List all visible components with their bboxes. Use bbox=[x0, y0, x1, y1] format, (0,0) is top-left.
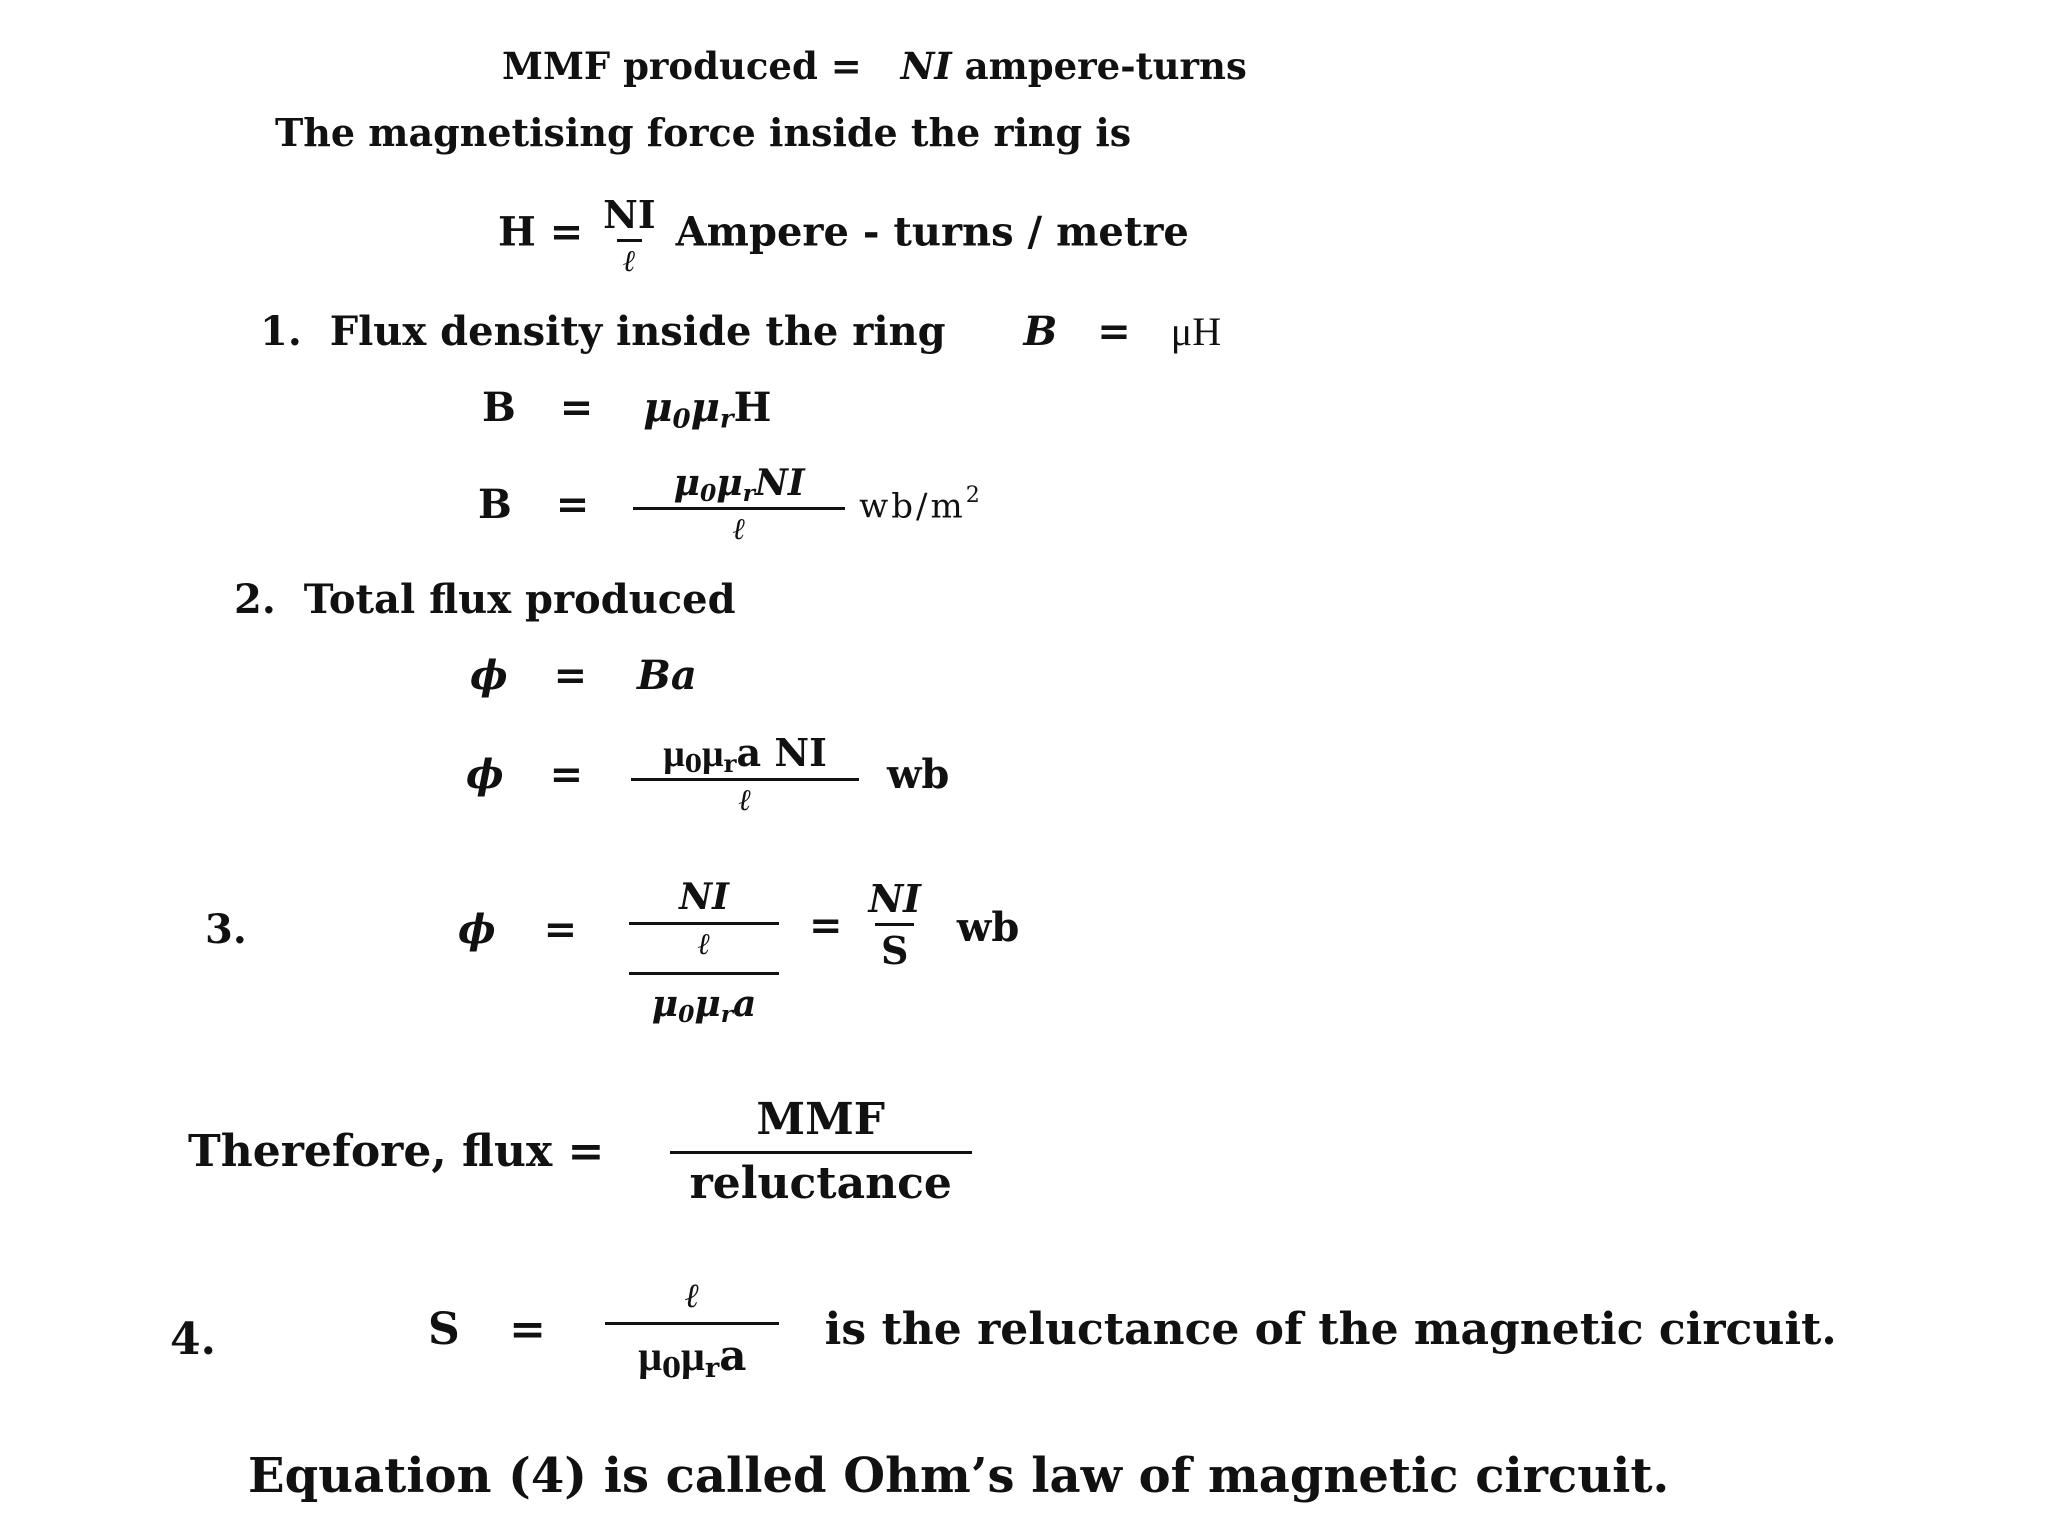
subscript: r bbox=[719, 404, 734, 435]
mu-symbol: μ bbox=[716, 462, 743, 504]
item-4-label: 4. bbox=[170, 1314, 216, 1365]
h-fraction bbox=[597, 192, 662, 279]
phi-a-eq: = bbox=[553, 652, 588, 699]
item-3-outer-denominator bbox=[629, 972, 779, 1028]
item-4-fraction bbox=[605, 1276, 779, 1384]
subscript: r bbox=[720, 999, 734, 1028]
item-1-eq: = bbox=[1097, 308, 1131, 355]
item-3-numerator-2: NI bbox=[868, 876, 921, 921]
mu-symbol: μ bbox=[673, 462, 701, 504]
item-3-lhs: ϕ bbox=[458, 906, 496, 953]
item-3-label: 3. bbox=[205, 906, 247, 953]
subscript: r bbox=[723, 749, 737, 779]
subscript: r bbox=[704, 1351, 720, 1384]
unit-text: wb/m bbox=[859, 486, 966, 527]
b-b-lhs: B bbox=[478, 480, 512, 528]
item-4-text: is the reluctance of the magnetic circuit. bbox=[824, 1304, 1837, 1356]
subscript: 0 bbox=[672, 404, 691, 435]
mmf-line bbox=[502, 44, 1247, 88]
b-b-unit bbox=[859, 482, 983, 526]
b-b-numerator bbox=[664, 462, 815, 507]
item-4-eq: = bbox=[509, 1304, 546, 1356]
outer-tail: a bbox=[733, 983, 757, 1025]
phi-a-lhs: ϕ bbox=[470, 652, 508, 699]
phi-b-lhs: ϕ bbox=[466, 750, 504, 798]
h-unit: Ampere - turns / metre bbox=[675, 208, 1189, 256]
item-3-eq: = bbox=[543, 906, 578, 953]
mu-symbol: μ bbox=[663, 733, 685, 775]
therefore-fraction bbox=[670, 1094, 972, 1209]
b-a-eq: = bbox=[559, 384, 594, 431]
phi-equation-a bbox=[470, 652, 697, 699]
b-equation-a bbox=[482, 384, 771, 435]
item-2-heading bbox=[234, 576, 736, 623]
item-1-rhs: μH bbox=[1170, 309, 1222, 354]
mu-symbol: μ bbox=[681, 1334, 705, 1380]
b-b-denominator: ℓ bbox=[633, 507, 845, 547]
h-lhs: H = bbox=[498, 208, 584, 256]
item-4-lhs: S bbox=[428, 1304, 460, 1356]
phi-b-numerator bbox=[657, 730, 833, 778]
h-denominator: ℓ bbox=[617, 239, 642, 279]
mu-symbol: μ bbox=[643, 384, 673, 431]
b-a-lhs: B bbox=[482, 384, 516, 431]
item-2-label: 2. bbox=[234, 576, 276, 623]
mu-symbol: μ bbox=[690, 384, 720, 431]
mu-symbol: μ bbox=[701, 733, 724, 775]
subscript: r bbox=[742, 478, 755, 507]
item-3-complex-fraction bbox=[629, 876, 779, 1028]
item-3-denominator-2: S bbox=[875, 923, 914, 973]
item-4-numerator: ℓ bbox=[685, 1276, 700, 1316]
magnetising-force-text: The magnetising force inside the ring is bbox=[275, 110, 1132, 155]
unit-superscript: 2 bbox=[965, 482, 983, 509]
phi-b-eq: = bbox=[549, 750, 584, 798]
therefore-denominator: reluctance bbox=[670, 1151, 972, 1209]
therefore-equation bbox=[188, 1094, 972, 1209]
subscript: 0 bbox=[700, 478, 717, 507]
b-a-rhs bbox=[643, 384, 772, 435]
numerator-tail: a NI bbox=[736, 730, 827, 775]
item-3-inner-denominator: ℓ bbox=[629, 922, 779, 962]
b-equation-b bbox=[478, 462, 983, 547]
mu-symbol: μ bbox=[638, 1334, 662, 1380]
item-4-denominator bbox=[605, 1322, 779, 1384]
item-3-equation bbox=[458, 876, 1019, 1028]
phi-a-rhs: Ba bbox=[637, 652, 697, 699]
item-3-inner-fraction bbox=[629, 876, 779, 962]
item-3-unit: wb bbox=[956, 904, 1020, 951]
phi-b-fraction bbox=[631, 730, 859, 818]
mmf-expr: NI bbox=[900, 44, 952, 88]
subscript: 0 bbox=[662, 1351, 681, 1384]
mu-symbol: μ bbox=[651, 983, 679, 1025]
mmf-lhs: MMF produced = bbox=[502, 44, 862, 88]
phi-b-denominator: ℓ bbox=[631, 778, 859, 818]
h-equation bbox=[498, 192, 1189, 279]
therefore-lhs: Therefore, flux = bbox=[188, 1126, 605, 1177]
therefore-numerator: MMF bbox=[756, 1094, 886, 1145]
denominator-tail: a bbox=[719, 1331, 747, 1380]
phi-equation-b bbox=[466, 730, 949, 818]
item-4-equation bbox=[428, 1276, 1837, 1384]
phi-b-unit: wb bbox=[886, 750, 950, 798]
item-3-inner-numerator: NI bbox=[679, 876, 729, 918]
mmf-rest: ampere-turns bbox=[964, 44, 1247, 88]
item-1-text: Flux density inside the ring bbox=[329, 308, 946, 355]
item-3-fraction-2 bbox=[862, 876, 927, 973]
subscript: 0 bbox=[678, 999, 695, 1028]
item-2-text: Total flux produced bbox=[303, 576, 736, 623]
h-symbol: H bbox=[733, 384, 772, 431]
b-b-fraction bbox=[633, 462, 845, 547]
h-numerator: NI bbox=[603, 192, 656, 237]
item-1-label: 1. bbox=[260, 308, 302, 355]
b-b-eq: = bbox=[555, 480, 590, 528]
conclusion-text: Equation (4) is called Ohm’s law of magnetic circuit. bbox=[248, 1448, 1670, 1504]
numerator-tail: NI bbox=[754, 462, 805, 504]
subscript: 0 bbox=[684, 749, 702, 779]
item-1-lhs: B bbox=[1023, 308, 1058, 355]
item-1-heading bbox=[260, 308, 1221, 355]
mu-symbol: μ bbox=[694, 983, 721, 1025]
item-3-eq2: = bbox=[808, 902, 843, 949]
